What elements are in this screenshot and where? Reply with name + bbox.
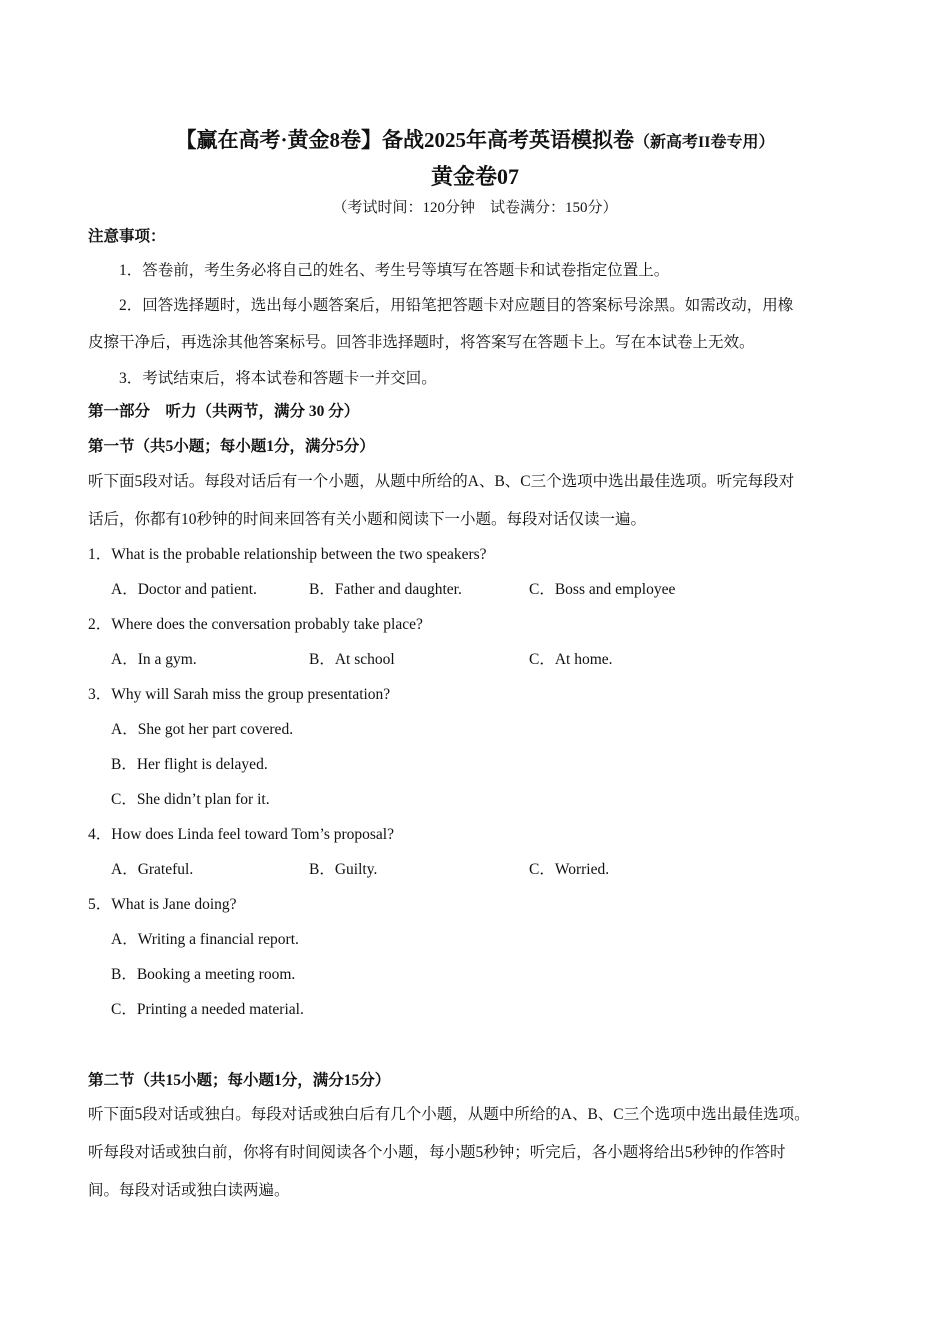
question-3-option-b: B．Her flight is delayed.	[111, 756, 268, 773]
question-2-stem: 2．Where does the conversation probably take place?	[88, 616, 423, 633]
question-3-option-c: C．She didn’t plan for it.	[111, 791, 270, 808]
note-item-2-line-1: 2．回答选择题时，选出每小题答案后，用铅笔把答题卡对应题目的答案标号涂黑。如需改动，用橡	[119, 297, 794, 314]
question-2-option-b: B．At school	[309, 651, 395, 668]
question-3-stem: 3．Why will Sarah miss the group presentation?	[88, 686, 391, 703]
question-1-option-a: A．Doctor and patient.	[111, 581, 257, 598]
section1-heading: 第一节（共5小题；每小题1分，满分5分）	[88, 438, 375, 455]
title-main: 【赢在高考·黄金8卷】备战2025年高考英语模拟卷	[175, 128, 635, 152]
page-title	[0, 124, 950, 154]
question-5-stem: 5．What is Jane doing?	[88, 896, 237, 913]
question-4-option-c: C．Worried.	[529, 861, 610, 878]
notes-heading: 注意事项：	[88, 228, 166, 245]
section2-instructions-line-3: 间。每段对话或独白读两遍。	[88, 1182, 290, 1199]
note-item-2-line-2: 皮擦干净后，再选涂其他答案标号。回答非选择题时，将答案写在答题卡上。写在本试卷上无效。	[88, 334, 755, 351]
question-4-stem: 4．How does Linda feel toward Tom’s proposal?	[88, 826, 394, 843]
note-item-3: 3．考试结束后，将本试卷和答题卡一并交回。	[119, 370, 437, 387]
paper-name: 黄金卷07	[430, 164, 519, 189]
note-item-1: 1．答卷前，考生务必将自己的姓名、考生号等填写在答题卡和试卷指定位置上。	[119, 262, 670, 279]
title-sub: （新高考II卷专用）	[634, 134, 775, 151]
section2-instructions-line-1: 听下面5段对话或独白。每段对话或独白后有几个小题，从题中所给的A、B、C三个选项中选出最佳选项。	[88, 1106, 810, 1123]
part1-heading: 第一部分 听力（共两节，满分 30 分）	[88, 403, 360, 420]
question-4-option-b: B．Guilty.	[309, 861, 378, 878]
question-1-option-b: B．Father and daughter.	[309, 581, 462, 598]
question-1-stem: 1．What is the probable relationship between the two speakers?	[88, 546, 487, 563]
section2-heading: 第二节（共15小题；每小题1分，满分15分）	[88, 1072, 391, 1089]
section2-instructions-line-2: 听每段对话或独白前，你将有时间阅读各个小题，每小题5秒钟；听完后，各小题将给出5秒钟的作答时	[88, 1144, 786, 1161]
question-5-option-b: B．Booking a meeting room.	[111, 966, 296, 983]
question-3-option-a: A．She got her part covered.	[111, 721, 294, 738]
time-info: （考试时间：120分钟 试卷满分：150分）	[332, 200, 618, 216]
section1-instructions-line-1: 听下面5段对话。每段对话后有一个小题，从题中所给的A、B、C三个选项中选出最佳选项。听完每段对	[88, 473, 795, 490]
section1-instructions-line-2: 话后，你都有10秒钟的时间来回答有关小题和阅读下一小题。每段对话仅读一遍。	[88, 511, 647, 528]
question-5-option-a: A．Writing a financial report.	[111, 931, 299, 948]
question-5-option-c: C．Printing a needed material.	[111, 1001, 304, 1018]
question-1-option-c: C．Boss and employee	[529, 581, 676, 598]
question-2-option-a: A．In a gym.	[111, 651, 197, 668]
question-4-option-a: A．Grateful.	[111, 861, 194, 878]
question-2-option-c: C．At home.	[529, 651, 613, 668]
